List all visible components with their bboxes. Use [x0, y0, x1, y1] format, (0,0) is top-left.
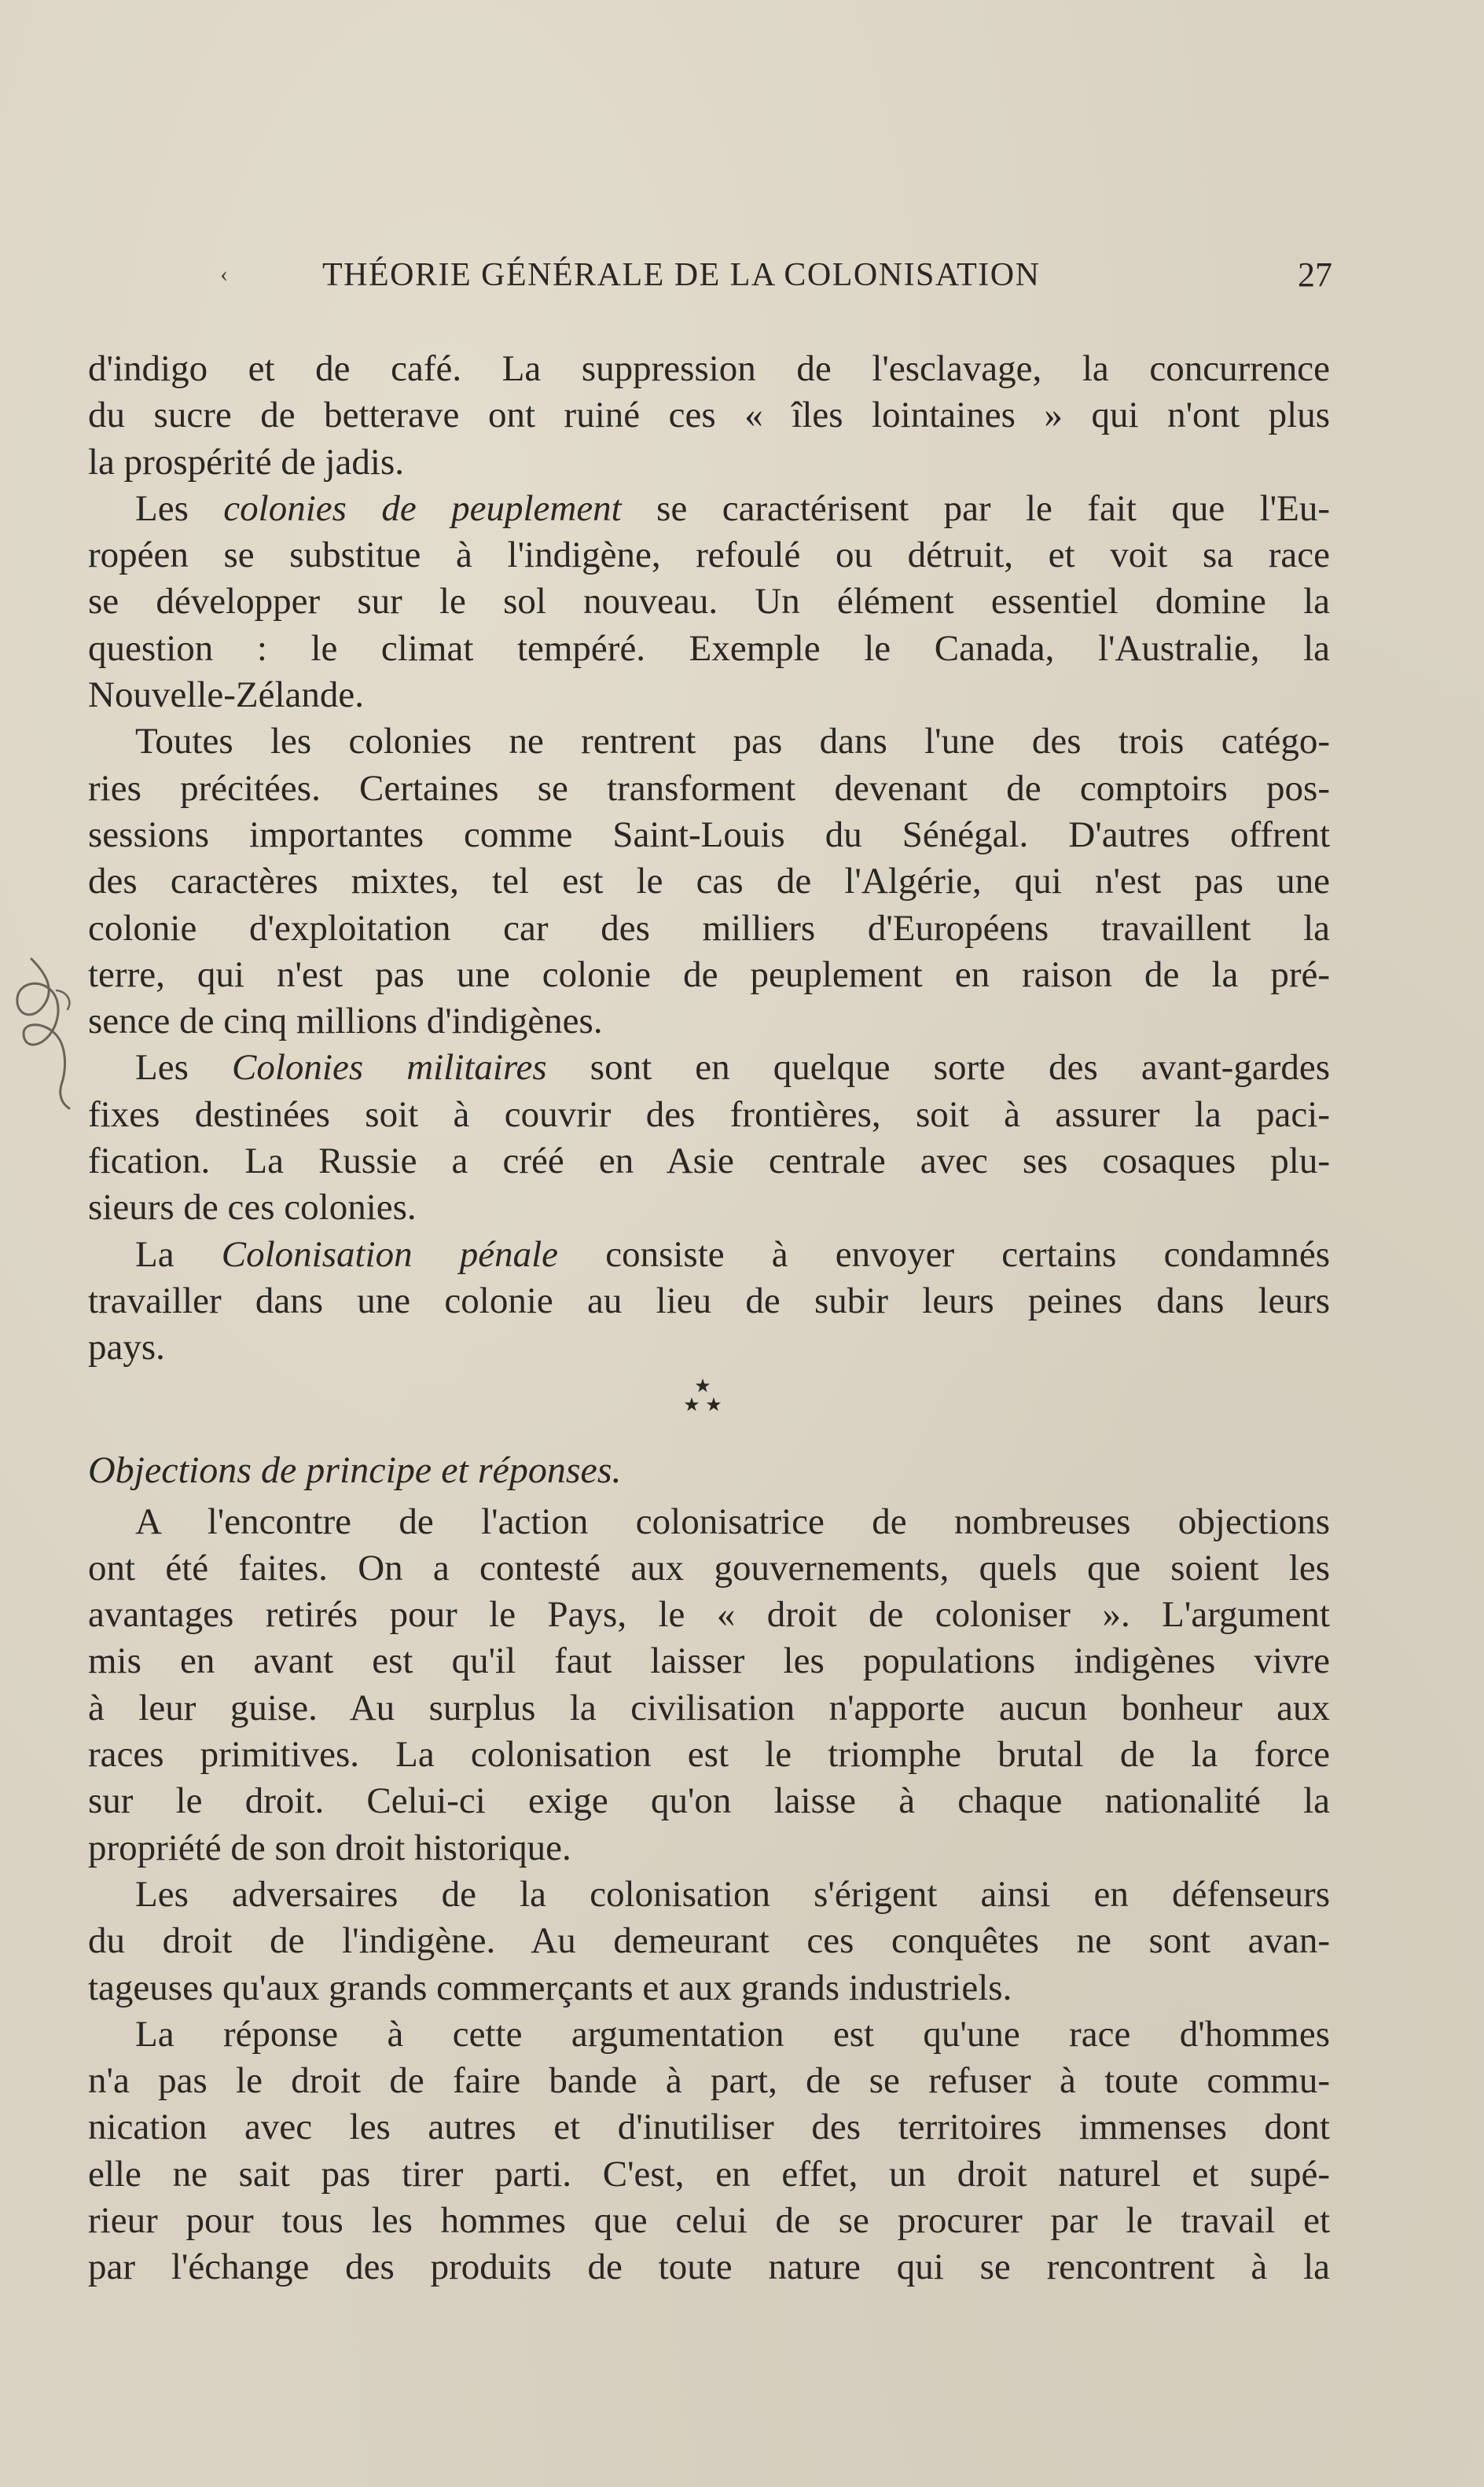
italic-term: Colonisation pénale [221, 1233, 559, 1275]
running-head [86, 253, 1332, 300]
text-line: Toutes les colonies ne rentrent pas dans l'une des trois catégo- [135, 721, 1330, 762]
italic-term: Colonies militaires [232, 1047, 547, 1089]
text-line: mis en avant est qu'il faut laisser les populations indigènes vivre [88, 1640, 1330, 1682]
text-line: Les adversaires de la colonisation s'érigent ainsi en défenseurs [135, 1873, 1330, 1915]
svg-text:★: ★ [694, 1377, 711, 1397]
running-head-mark: ‹ [220, 261, 228, 287]
text-line: propriété de son droit historique. [88, 1827, 571, 1868]
text-line: ries précitées. Certaines se transforment devenant de comptoirs pos- [88, 767, 1330, 809]
text-line: tageuses qu'aux grands commerçants et aux grands industriels. [88, 1967, 1012, 2008]
text-line [88, 1232, 1330, 1278]
italic-term: colonies de peuplement [223, 487, 622, 529]
text-line: n'a pas le droit de faire bande à part, de se refuser à toute commu- [88, 2060, 1330, 2102]
text-line: fication. La Russie a créé en Asie centrale avec ses cosaques plu- [88, 1141, 1330, 1182]
text-line: travailler dans une colonie au lieu de subir leurs peines dans leurs [88, 1280, 1330, 1321]
text-line: sence de cinq millions d'indigènes. [88, 1001, 603, 1042]
page-number: 27 [1298, 255, 1332, 294]
text-line [88, 1045, 1330, 1091]
body-text [88, 346, 1330, 2291]
text-line [88, 486, 1330, 532]
text-line: fixes destinées soit à couvrir des frontières, soit à assurer la paci- [88, 1093, 1330, 1135]
text-line: d'indigo et de café. La suppression de l'esclavage, la concurrence [88, 348, 1330, 389]
text-line: Nouvelle-Zélande. [88, 674, 365, 716]
text-line: par l'échange des produits de toute nature qui se rencontrent à la [88, 2246, 1330, 2288]
text-span: La [135, 1233, 174, 1275]
text-line: à leur guise. Au surplus la civilisation n'apporte aucun bonheur aux [88, 1687, 1330, 1728]
text-line: races primitives. La colonisation est le triomphe brutal de la force [88, 1734, 1330, 1776]
text-span: Les [135, 487, 189, 529]
text-line: avantages retirés pour le Pays, le « droit de coloniser ». L'argument [88, 1594, 1330, 1636]
text-line: ropéen se substitue à l'indigène, refoulé ou détruit, et voit sa race [88, 535, 1330, 576]
text-line: sur le droit. Celui-ci exige qu'on laisse à chaque nationalité la [88, 1780, 1330, 1822]
text-line: des caractères mixtes, tel est le cas de l'Algérie, qui n'est pas une [88, 861, 1330, 902]
text-line: ont été faites. On a contesté aux gouvernements, quels que soient les [88, 1547, 1330, 1589]
svg-text:★: ★ [705, 1393, 722, 1416]
text-line: du droit de l'indigène. Au demeurant ces conquêtes ne sont avan- [88, 1920, 1330, 1962]
running-head-title: THÉORIE GÉNÉRALE DE LA COLONISATION [322, 257, 1041, 293]
text-line: nication avec les autres et d'inutiliser des territoires immenses dont [88, 2107, 1330, 2148]
text-line: la prospérité de jadis. [88, 441, 404, 483]
asterism-divider [88, 1372, 1330, 1442]
text-line: se développer sur le sol nouveau. Un élément essentiel domine la [88, 581, 1330, 623]
text-line: sieurs de ces colonies. [88, 1187, 417, 1229]
section-heading: Objections de principe et réponses. [88, 1449, 622, 1491]
text-line: elle ne sait pas tirer parti. C'est, en effet, un droit naturel et supé- [88, 2153, 1330, 2195]
text-line: du sucre de betterave ont ruiné ces « îles lointaines » qui n'ont plus [88, 395, 1330, 436]
text-line: pays. [88, 1327, 165, 1368]
text-line: question : le climat tempéré. Exemple le Canada, l'Australie, la [88, 627, 1330, 669]
text-span: consiste à envoyer certains condamnés [605, 1233, 1331, 1275]
text-line: La réponse à cette argumentation est qu'une race d'hommes [135, 2013, 1330, 2055]
text-line: A l'encontre de l'action colonisatrice de nombreuses objections [135, 1501, 1330, 1542]
text-span: Les [135, 1047, 189, 1089]
text-span: se caractérisent par le fait que l'Eu- [656, 487, 1331, 529]
text-line: terre, qui n'est pas une colonie de peuplement en raison de la pré- [88, 953, 1330, 995]
text-line: sessions importantes comme Saint-Louis du Sénégal. D'autres offrent [88, 814, 1330, 855]
svg-text:★: ★ [683, 1393, 700, 1416]
asterism-icon [679, 1378, 726, 1417]
margin-flourish-mark [0, 943, 86, 1116]
text-span: sont en quelque sorte des avant-gardes [590, 1047, 1330, 1089]
text-line: rieur pour tous les hommes que celui de se procurer par le travail et [88, 2199, 1330, 2241]
text-line: colonie d'exploitation car des milliers d'Européens travaillent la [88, 907, 1330, 949]
